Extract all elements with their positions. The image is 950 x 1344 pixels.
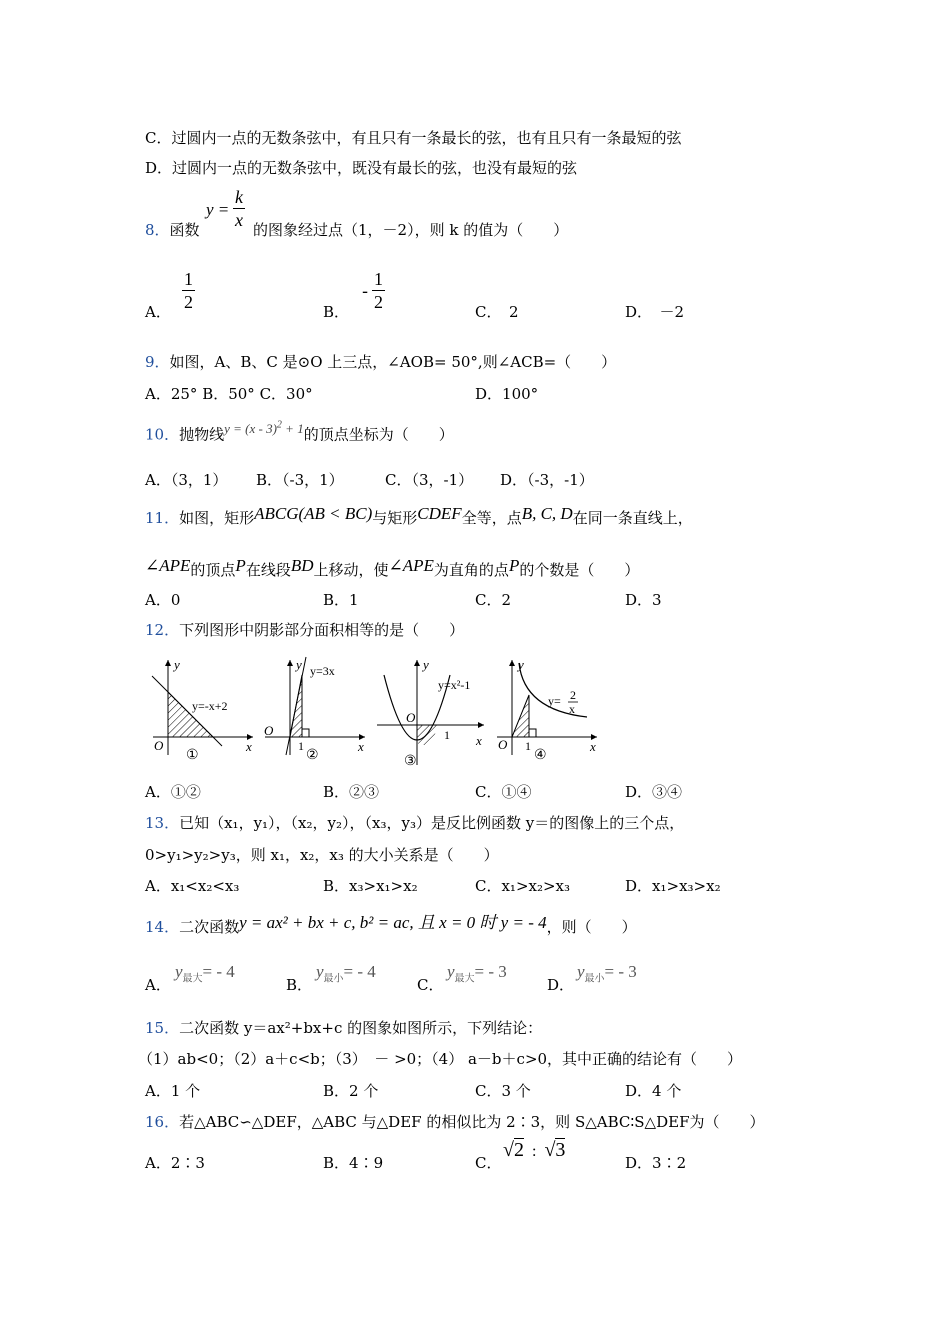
- q8-post: 的图象经过点（1，－2），则 k 的值为（ ）: [253, 221, 569, 239]
- g4-number: ④: [534, 748, 547, 763]
- q11-m6: BD: [290, 556, 314, 575]
- q12-option-d: D．③④: [625, 783, 683, 801]
- q11-m2: CDEF: [417, 504, 462, 523]
- g2-number: ②: [306, 748, 319, 763]
- q10-stem: [145, 422, 454, 445]
- q11-number: 11．: [145, 509, 180, 527]
- q15-text: 二次函数 y＝ax²+bx+c 的图象如图所示，下列结论：: [179, 1019, 543, 1037]
- q9-number: 9．: [145, 353, 170, 371]
- q14-option-b-label: B．: [286, 976, 313, 994]
- q11-m1: ABCG(AB < BC): [254, 504, 373, 523]
- q12-stem: [145, 620, 464, 640]
- q16-c-r2: 3: [555, 1139, 566, 1161]
- q12-graph-1: [148, 655, 258, 769]
- q11-m7: ∠APE: [388, 556, 434, 575]
- q14-a-val: = - 4: [202, 962, 235, 981]
- q8-option-a-frac: [182, 268, 195, 313]
- q15-stem: [145, 1018, 542, 1038]
- g1-axis-x: x: [246, 739, 252, 754]
- q12-number: 12．: [145, 621, 180, 639]
- g4-one: 1: [525, 739, 531, 753]
- g3-axis-x: x: [476, 733, 482, 748]
- g4-axis-y: y: [518, 657, 524, 672]
- q11-m3: B, C, D: [521, 504, 573, 523]
- q8-pre: 函数: [169, 221, 200, 239]
- q14-option-c-label: C．: [417, 976, 444, 994]
- g2-axis-x: x: [358, 739, 364, 754]
- g1-label: y=-x+2: [192, 699, 228, 713]
- q13-option-b: B．x₃>x₁>x₂: [323, 877, 418, 895]
- q16-option-d: D．3∶2: [625, 1154, 687, 1172]
- q10-option-d: D．（-3，-1）: [500, 471, 594, 489]
- g4-axis-x: x: [590, 739, 596, 754]
- q8-option-d: D． －2: [625, 303, 685, 321]
- q13-option-c: C．x₁>x₂>x₃: [475, 877, 571, 895]
- q11-m4: ∠APE: [145, 556, 191, 575]
- q16-option-b: B．4∶9: [323, 1154, 384, 1172]
- q15-option-b: B．2 个: [323, 1082, 379, 1100]
- q9-text: 如图，A、B、C 是⊙O 上三点，∠AOB= 50°,则∠ACB=（ ）: [169, 353, 617, 371]
- q7-option-d: D．过圆内一点的无数条弦中，既没有最长的弦，也没有最短的弦: [145, 159, 578, 177]
- q10-post: 的顶点坐标为（ ）: [303, 425, 454, 444]
- q14-d-y: y: [577, 962, 585, 981]
- q12-text: 下列图形中阴影部分面积相等的是（ ）: [179, 621, 465, 639]
- g1-axis-y: y: [174, 657, 180, 672]
- q10-formula: [224, 421, 304, 436]
- q12-option-a: A．①②: [145, 783, 201, 801]
- q11-t5: 的顶点: [190, 561, 236, 579]
- q16-option-c: [503, 1140, 565, 1162]
- q8-a-den: 2: [184, 292, 193, 312]
- q9-option-d: D．100°: [475, 385, 539, 403]
- q11-t1: 如图，矩形: [179, 509, 255, 527]
- q14-option-d: [577, 962, 637, 989]
- q16-text: 若△ABC∽△DEF，△ABC 与△DEF 的相似比为 2∶3，则 S△ABC∶S△DEF为（ ）: [179, 1113, 765, 1131]
- g4-label-x: x: [569, 702, 575, 716]
- q14-d-val: = - 3: [604, 962, 637, 981]
- q14-a-y: y: [175, 962, 183, 981]
- g4-label-k: 2: [570, 688, 576, 702]
- g3-one: 1: [444, 728, 450, 742]
- q9-stem: [145, 352, 616, 372]
- g3-number: ③: [404, 754, 417, 769]
- q16-c-colon: :: [531, 1143, 537, 1160]
- q7-option-c: C．过圆内一点的无数条弦中，有且只有一条最长的弦，也有且只有一条最短的弦: [145, 129, 682, 147]
- q13-line2: 0>y₁>y₂>y₃，则 x₁，x₂，x₃ 的大小关系是（ ）: [145, 846, 499, 864]
- q15-option-d: D．4 个: [625, 1082, 682, 1100]
- q12-option-b: B．②③: [323, 783, 380, 801]
- g2-axis-y: y: [296, 657, 302, 672]
- q8-frac-den: x: [235, 210, 243, 230]
- q8-option-b-sign: -: [362, 281, 369, 302]
- q13-text1: 已知（x₁，y₁），（x₂，y₂），（x₃，y₃）是反比例函数 y＝的图像上的三个点，: [179, 814, 685, 832]
- q12-graph-4: [492, 655, 602, 769]
- g3-label: y=x²-1: [438, 678, 471, 692]
- q11-option-a: A．0: [145, 591, 181, 609]
- q8-number: 8．: [145, 221, 170, 239]
- q10-number: 10．: [145, 425, 180, 444]
- q9-options-abc: A．25° B．50° C．30°: [145, 385, 313, 403]
- q14-a-sub: 最大: [182, 973, 203, 985]
- q13-option-d: D．x₁>x₃>x₂: [625, 877, 721, 895]
- q10-option-c: C．（3，-1）: [385, 471, 474, 489]
- q16-stem: [145, 1112, 764, 1132]
- q8-b-num: 1: [374, 269, 383, 289]
- q15-line2: （1）ab<0；（2）a＋c<b；（3） － >0；（4） a－b＋c>0，其中正确的结论有（ ）: [138, 1050, 743, 1068]
- q11-t7: 上移动，使: [313, 561, 389, 579]
- q8-stem: [145, 220, 200, 240]
- q8-option-a-label: A．: [145, 303, 171, 321]
- q14-c-y: y: [447, 962, 455, 981]
- q14-number: 14．: [145, 918, 180, 936]
- q16-c-r1: 2: [513, 1139, 524, 1161]
- q16-option-a: A．2∶3: [145, 1154, 205, 1172]
- g3-axis-y: y: [423, 657, 429, 672]
- q14-pre: 二次函数: [179, 918, 240, 936]
- g4-label-y: y=: [548, 694, 561, 708]
- q14-option-c: [447, 962, 507, 989]
- q14-b-y: y: [316, 962, 324, 981]
- q10-formula-main: y = (x - 3): [224, 421, 277, 437]
- q8-a-num: 1: [184, 269, 193, 289]
- sqrt-icon: √: [503, 1139, 514, 1161]
- q15-option-c: C．3 个: [475, 1082, 531, 1100]
- q8-b-den: 2: [374, 292, 383, 312]
- q16-number: 16．: [145, 1113, 180, 1131]
- q8-fraction: [233, 186, 245, 231]
- g2-origin: O: [264, 723, 274, 738]
- q11-option-c: C．2: [475, 591, 512, 609]
- q16-option-c-label: C．: [475, 1154, 502, 1172]
- q8-frac-num: k: [235, 187, 243, 207]
- q14-c-val: = - 3: [474, 962, 507, 981]
- q13-option-a: A．x₁<x₂<x₃: [145, 877, 240, 895]
- q14-option-a: [175, 962, 235, 989]
- q14-formula: y = ax² + bx + c, b² = ac, 且 x = 0 时 y = - 4: [239, 913, 547, 932]
- sqrt-icon: √: [544, 1139, 556, 1161]
- q10-pre: 抛物线: [179, 425, 225, 444]
- q14-post: ，则（ ）: [546, 918, 637, 936]
- g2-one: 1: [298, 739, 304, 753]
- q14-option-d-label: D．: [547, 976, 575, 994]
- q15-option-a: A．1 个: [145, 1082, 201, 1100]
- q10-formula-sup: 2: [276, 420, 282, 431]
- q11-t9: 的个数是（ ）: [519, 561, 640, 579]
- q11-t4: 在同一条直线上，: [572, 509, 693, 527]
- q11-line1: [145, 504, 693, 528]
- q11-line2: [145, 556, 640, 580]
- q10-formula-tail: + 1: [281, 421, 304, 437]
- q14-stem: [145, 913, 637, 937]
- q14-b-val: = - 4: [343, 962, 376, 981]
- g4-origin: O: [498, 737, 508, 752]
- q13-number: 13．: [145, 814, 180, 832]
- q8-y-eq: y =: [206, 200, 230, 219]
- q8-option-c: C． 2: [475, 303, 519, 321]
- q8-option-b-frac: [372, 268, 385, 313]
- q15-number: 15．: [145, 1019, 180, 1037]
- q11-m5: P: [235, 556, 246, 575]
- q8-option-b-label: B．: [323, 303, 350, 321]
- q11-t3: 全等，点: [461, 509, 522, 527]
- g1-origin: O: [154, 738, 164, 753]
- q14-b-sub: 最小: [323, 973, 344, 985]
- q11-t8: 为直角的点: [433, 561, 509, 579]
- q14-option-b: [316, 962, 376, 989]
- q14-c-sub: 最大: [454, 973, 475, 985]
- q14-d-sub: 最小: [584, 973, 605, 985]
- g2-label: y=3x: [310, 664, 335, 678]
- g3-origin: O: [406, 710, 416, 725]
- q12-graph-2: [260, 655, 370, 769]
- q13-line1: [145, 813, 684, 833]
- q10-option-b: B．（-3，1）: [256, 471, 344, 489]
- q12-option-c: C．①④: [475, 783, 532, 801]
- q11-option-d: D．3: [625, 591, 662, 609]
- g1-number: ①: [186, 748, 199, 763]
- q12-graph-3: [372, 655, 490, 774]
- q11-t6: 在线段: [245, 561, 291, 579]
- q14-option-a-label: A．: [145, 976, 171, 994]
- q11-t2: 与矩形: [372, 509, 418, 527]
- q11-option-b: B．1: [323, 591, 359, 609]
- q10-option-a: A．（3，1）: [145, 471, 228, 489]
- q11-m8: P: [508, 556, 520, 575]
